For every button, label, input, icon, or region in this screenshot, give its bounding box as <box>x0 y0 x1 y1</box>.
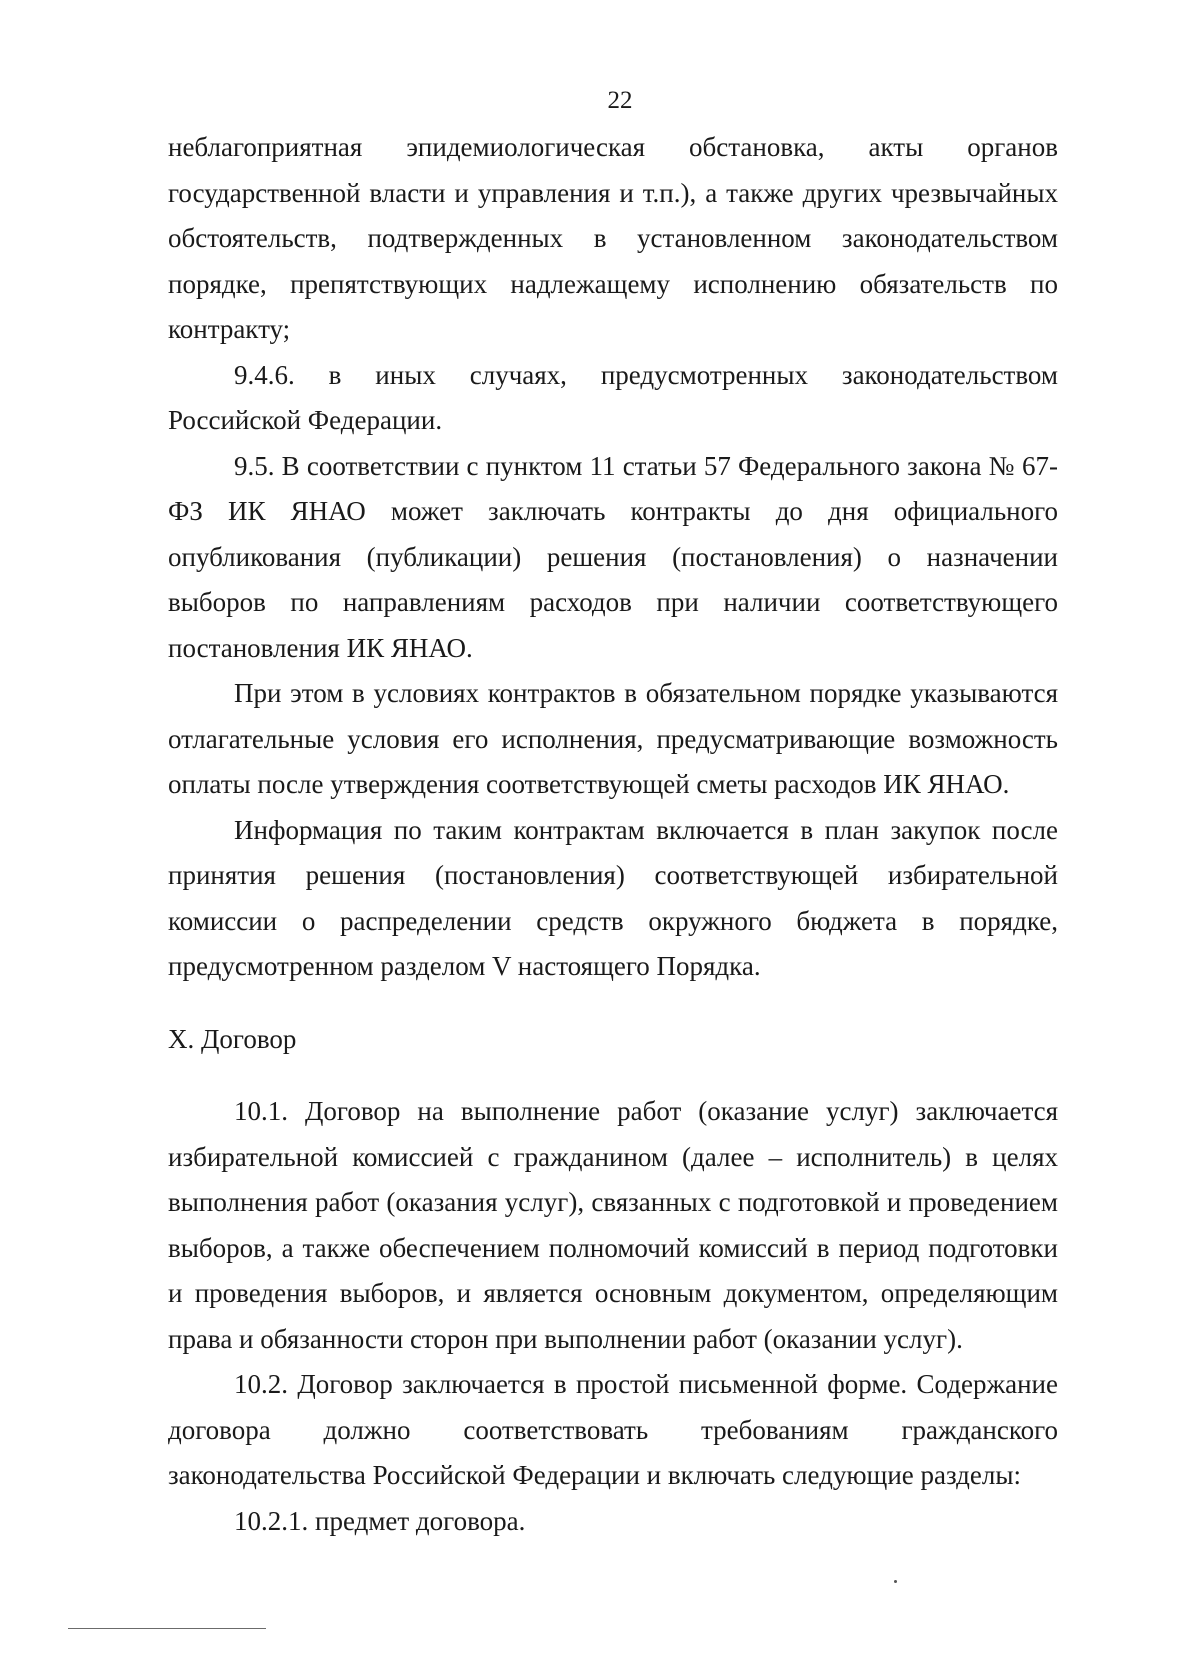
paragraph-9-4-6: 9.4.6. в иных случаях, предусмотренных законодательством Российской Федерации. <box>168 359 1058 435</box>
section-heading: X. Договор <box>168 1023 297 1054</box>
paragraph-10-2-1: 10.2.1. предмет договора. <box>234 1505 526 1536</box>
scan-speck <box>894 1580 897 1583</box>
document-body <box>168 125 1058 1544</box>
paragraph-procurement-plan: Информация по таким контрактам включается в план закупок после принятия решения (постановления) соответствующей избирательной комиссии о распределении средств окружного бюджета в порядке, предусмотренном разделом V настоящего Порядка. <box>168 814 1058 981</box>
paragraph-contract-conditions: При этом в условиях контрактов в обязательном порядке указываются отлагательные условия его исполнения, предусматривающие возможность оплаты после утверждения соответствующей сметы расходов ИК ЯНАО. <box>168 678 1058 799</box>
paragraph-9-5: 9.5. В соответствии с пунктом 11 статьи 57 Федерального закона № 67-ФЗ ИК ЯНАО может заключать контракты до дня официального опубликования (публикации) решения (постановления) о назначении выборов по направлениям расходов при наличии соответствующего постановления ИК ЯНАО. <box>168 450 1058 663</box>
footnote-rule <box>68 1628 266 1629</box>
paragraph-10-2: 10.2. Договор заключается в простой письменной форме. Содержание договора должно соответствовать требованиям гражданского законодательства Российской Федерации и включать следующие разделы: <box>168 1369 1058 1490</box>
page-number: 22 <box>607 87 633 114</box>
paragraph-continuation: неблагоприятная эпидемиологическая обстановка, акты органов государственной власти и управления и т.п.), а также других чрезвычайных обстоятельств, подтвержденных в установленном законодательством порядке, препятствующих надлежащему исполнению обязательств по контракту; <box>168 132 1058 344</box>
paragraph-10-1: 10.1. Договор на выполнение работ (оказание услуг) заключается избирательной комиссией с гражданином (далее – исполнитель) в целях выполнения работ (оказания услуг), связанных с подготовкой и проведением выборов, а также обеспечением полномочий комиссий в период подготовки и проведения выборов, и является основным документом, определяющим права и обязанности сторон при выполнении работ (оказании услуг). <box>168 1096 1058 1354</box>
